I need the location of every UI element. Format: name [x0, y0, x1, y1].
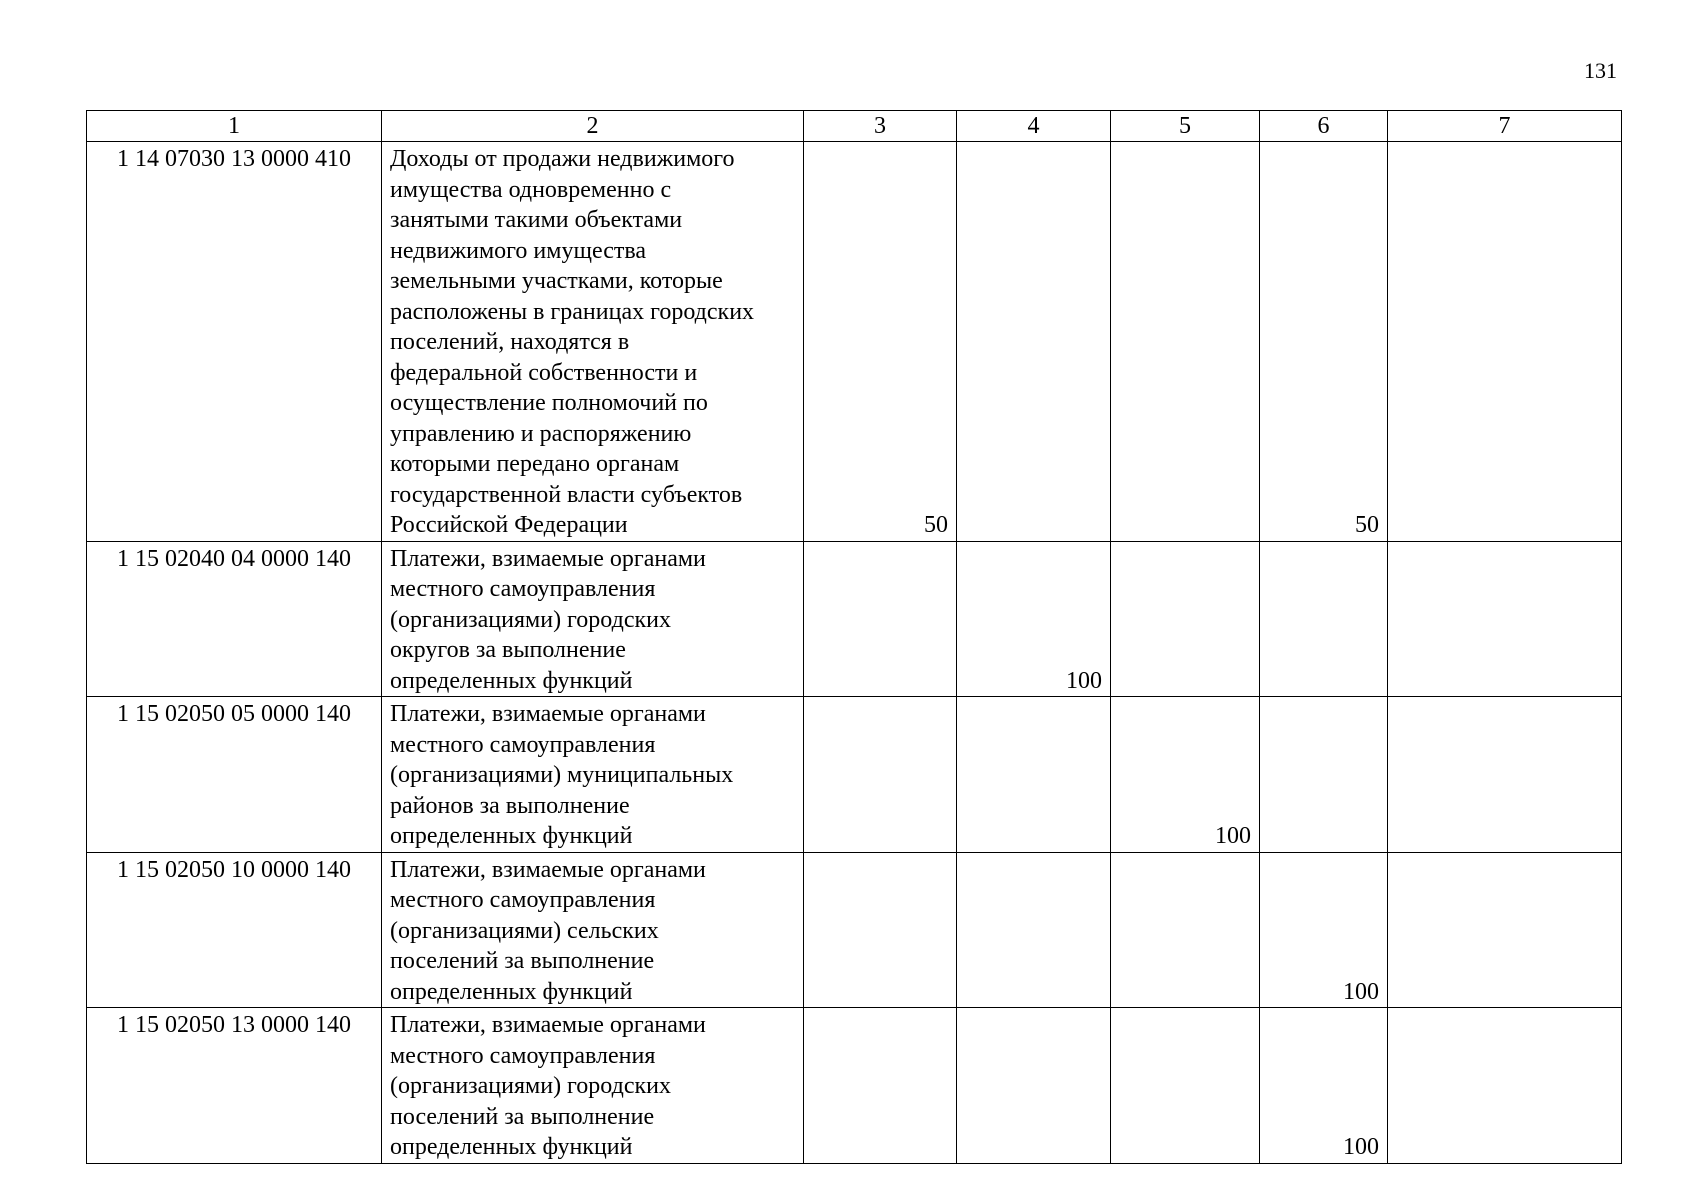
- revenue-name-line: имущества одновременно с: [390, 176, 672, 203]
- value-cell-col-3: 50: [804, 142, 957, 542]
- value-cell-col-7: [1388, 697, 1622, 853]
- value-cell-col-6: 100: [1260, 1008, 1388, 1164]
- table-row: [87, 1008, 1622, 1164]
- value-cell-col-4: [957, 697, 1111, 853]
- revenue-code-cell: 1 14 07030 13 0000 410: [87, 142, 382, 542]
- revenue-name-cell: [382, 852, 804, 1008]
- revenue-name-line: районов за выполнение: [390, 792, 630, 819]
- revenue-name-line: федеральной собственности и: [390, 359, 698, 386]
- column-header-3: 3: [804, 111, 957, 142]
- header-row: [87, 111, 1622, 142]
- revenue-code-cell: 1 15 02050 10 0000 140: [87, 852, 382, 1008]
- table-row: [87, 697, 1622, 853]
- revenue-code-cell: 1 15 02050 13 0000 140: [87, 1008, 382, 1164]
- value-cell-col-7: [1388, 852, 1622, 1008]
- value-cell-col-6: [1260, 697, 1388, 853]
- revenue-name-line: Платежи, взимаемые органами: [390, 701, 706, 727]
- revenue-name-line: управлению и распоряжению: [390, 420, 692, 447]
- revenue-name-cell: [382, 1008, 804, 1164]
- revenue-name-line: (организациями) сельских: [390, 917, 659, 944]
- value-cell-col-5: [1111, 142, 1260, 542]
- value-cell-col-4: 100: [957, 541, 1111, 697]
- table-row: [87, 541, 1622, 697]
- revenue-name-line: поселений, находятся в: [390, 329, 630, 355]
- column-header-7: 7: [1388, 111, 1622, 142]
- revenue-name-line: округов за выполнение: [390, 637, 626, 663]
- table-row: [87, 142, 1622, 542]
- value-cell-col-5: [1111, 1008, 1260, 1164]
- value-cell-col-3: [804, 852, 957, 1008]
- value-cell-col-4: [957, 142, 1111, 542]
- revenue-name-line: государственной власти субъектов: [390, 481, 743, 508]
- revenue-name-line: поселений за выполнение: [390, 1103, 655, 1130]
- revenue-name-line: недвижимого имущества: [390, 237, 646, 264]
- revenue-name-line: расположены в границах городских: [390, 298, 755, 325]
- revenue-name-cell: [382, 697, 804, 853]
- table-row: [87, 852, 1622, 1008]
- table-body: [87, 142, 1622, 1164]
- value-cell-col-7: [1388, 1008, 1622, 1164]
- value-cell-col-4: [957, 852, 1111, 1008]
- column-header-1: 1: [87, 111, 382, 142]
- revenue-name-line: местного самоуправления: [390, 1042, 656, 1069]
- revenue-name-line: Российской Федерации: [390, 512, 628, 538]
- revenue-name-line: осуществление полномочий по: [390, 390, 708, 416]
- column-header-5: 5: [1111, 111, 1260, 142]
- column-header-4: 4: [957, 111, 1111, 142]
- revenue-name-cell: [382, 541, 804, 697]
- value-cell-col-6: [1260, 541, 1388, 697]
- value-cell-col-5: [1111, 852, 1260, 1008]
- revenue-name-line: земельными участками, которые: [390, 268, 723, 294]
- revenue-name-line: определенных функций: [390, 1134, 633, 1160]
- revenue-name-line: Платежи, взимаемые органами: [390, 856, 706, 883]
- value-cell-col-3: [804, 541, 957, 697]
- value-cell-col-7: [1388, 541, 1622, 697]
- revenue-code-cell: 1 15 02040 04 0000 140: [87, 541, 382, 697]
- value-cell-col-4: [957, 1008, 1111, 1164]
- revenue-name-line: поселений за выполнение: [390, 948, 655, 974]
- revenue-name-line: местного самоуправления: [390, 887, 656, 913]
- revenue-name-line: определенных функций: [390, 823, 633, 849]
- page-number: 131: [1584, 58, 1617, 83]
- revenue-name-line: которыми передано органам: [390, 451, 680, 477]
- column-header-6: 6: [1260, 111, 1388, 142]
- value-cell-col-3: [804, 1008, 957, 1164]
- revenue-name-line: занятыми такими объектами: [390, 207, 683, 233]
- revenue-name-line: местного самоуправления: [390, 731, 656, 758]
- value-cell-col-5: 100: [1111, 697, 1260, 853]
- revenue-name-line: определенных функций: [390, 667, 633, 694]
- revenue-name-line: местного самоуправления: [390, 576, 656, 602]
- column-header-2: 2: [382, 111, 804, 142]
- value-cell-col-7: [1388, 142, 1622, 542]
- budget-table: [86, 110, 1622, 1164]
- value-cell-col-5: [1111, 541, 1260, 697]
- value-cell-col-6: 50: [1260, 142, 1388, 542]
- revenue-name-line: Доходы от продажи недвижимого: [390, 146, 735, 172]
- revenue-name-line: (организациями) городских: [390, 1073, 671, 1099]
- value-cell-col-6: 100: [1260, 852, 1388, 1008]
- revenue-name-line: Платежи, взимаемые органами: [390, 545, 706, 572]
- revenue-code-cell: 1 15 02050 05 0000 140: [87, 697, 382, 853]
- revenue-name-line: определенных функций: [390, 978, 633, 1005]
- revenue-name-cell: [382, 142, 804, 542]
- revenue-name-line: Платежи, взимаемые органами: [390, 1012, 706, 1038]
- revenue-name-line: (организациями) городских: [390, 606, 671, 633]
- revenue-name-line: (организациями) муниципальных: [390, 762, 734, 788]
- value-cell-col-3: [804, 697, 957, 853]
